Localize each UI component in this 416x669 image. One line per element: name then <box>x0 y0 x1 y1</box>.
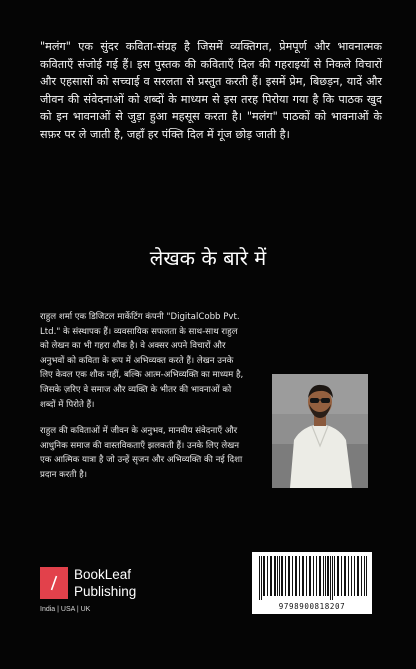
barcode-bar <box>302 556 304 596</box>
isbn-number: 9798900818207 <box>278 602 346 611</box>
author-photo <box>272 374 368 488</box>
barcode-bar <box>267 556 268 596</box>
barcode-bar <box>299 556 300 596</box>
author-bio-paragraph: राहुल शर्मा एक डिजिटल मार्केटिंग कंपनी "DigitalCobb Pvt. Ltd." के संस्थापक हैं। व्यवसायिक सफलता के साथ-साथ राहुल को लेखन का भी गहरा शौक है। वे अक्सर अपने विचारों और अनुभवों को कविता के रूप में अभिव्यक्त करते हैं। लेखन उनके लिए केवल एक शौक नहीं, बल्कि आत्म-अभिव्यक्ति का माध्यम है, जिसके ज़रिए वे समाज और व्यक्ति के भीतर की भावनाओं को शब्दों में पिरोते हैं। <box>40 312 244 410</box>
barcode-bar <box>292 556 293 596</box>
barcode-bar <box>325 556 326 596</box>
bookleaf-logo-icon <box>40 567 68 599</box>
about-author-heading: लेखक के बारे में <box>149 246 267 270</box>
barcode-bar <box>341 556 342 596</box>
barcode-bar <box>270 556 272 596</box>
barcode-bars <box>257 556 367 600</box>
barcode-bar <box>288 556 290 596</box>
barcode-bar <box>364 556 365 596</box>
publisher-block <box>40 564 180 620</box>
barcode-bar <box>281 556 283 596</box>
author-bio-paragraph: राहुल की कविताओं में जीवन के अनुभव, मानवीय संवेदनाएँ और आधुनिक समाज की वास्तविकताएँ झलकती हैं। उनके लिए लेखन एक आत्मिक यात्रा है जो उन्हें सृजन और अभिव्यक्ति की नई दिशा प्रदान करती है। <box>40 426 243 480</box>
barcode-bar <box>309 556 311 596</box>
barcode-bar <box>330 556 331 600</box>
author-bio <box>40 310 246 495</box>
barcode-bar <box>334 556 335 596</box>
barcode-bar <box>348 556 349 596</box>
barcode-bar <box>327 556 329 596</box>
barcode-bar <box>351 556 352 596</box>
publisher-regions: India | USA | UK <box>40 606 91 613</box>
barcode-bar <box>279 556 280 596</box>
barcode-bar <box>344 556 346 596</box>
barcode-bar <box>261 556 262 600</box>
barcode-bar <box>316 556 317 596</box>
barcode-bar <box>277 556 278 596</box>
barcode-bar <box>313 556 314 596</box>
barcode-bar <box>337 556 339 596</box>
barcode-bar <box>366 556 367 596</box>
barcode-bar <box>332 556 333 600</box>
barcode-bar <box>319 556 321 596</box>
barcode-bar <box>285 556 286 596</box>
isbn-barcode <box>252 552 372 614</box>
publisher-name: BookLeaf Publishing <box>74 567 137 599</box>
barcode-bar <box>259 556 260 600</box>
barcode-bar <box>263 556 265 596</box>
barcode-bar <box>274 556 276 596</box>
barcode-bar <box>306 556 307 596</box>
barcode-bar <box>361 556 362 596</box>
author-portrait-image <box>272 374 368 488</box>
barcode-bar <box>323 556 324 596</box>
barcode-bar <box>357 556 359 596</box>
barcode-bar <box>354 556 355 596</box>
back-cover-blurb: "मलंग" एक सुंदर कविता-संग्रह है जिसमें व्यक्तिगत, प्रेमपूर्ण और भावनात्मक कविताएँ संजोई गई हैं। इस पुस्तक की कविताएँ दिल की गहराइयों से निकले विचारों और एहसासों को सच्चाई व सरलता से प्रस्तुत करती हैं। इसमें प्रेम, बिछड़न, यादें और जीवन की संवेदनाओं को शब्दों के माध्यम से इस तरह पिरोया गया है कि पाठक खुद को इन भावनाओं से जुड़ा हुआ महसूस करता है। "मलंग" पाठकों को भावनाओं के सफ़र पर ले जाती है, जहाँ हर पंक्ति दिल में गूंज छोड़ जाती है। <box>40 40 382 141</box>
barcode-bar <box>295 556 297 596</box>
